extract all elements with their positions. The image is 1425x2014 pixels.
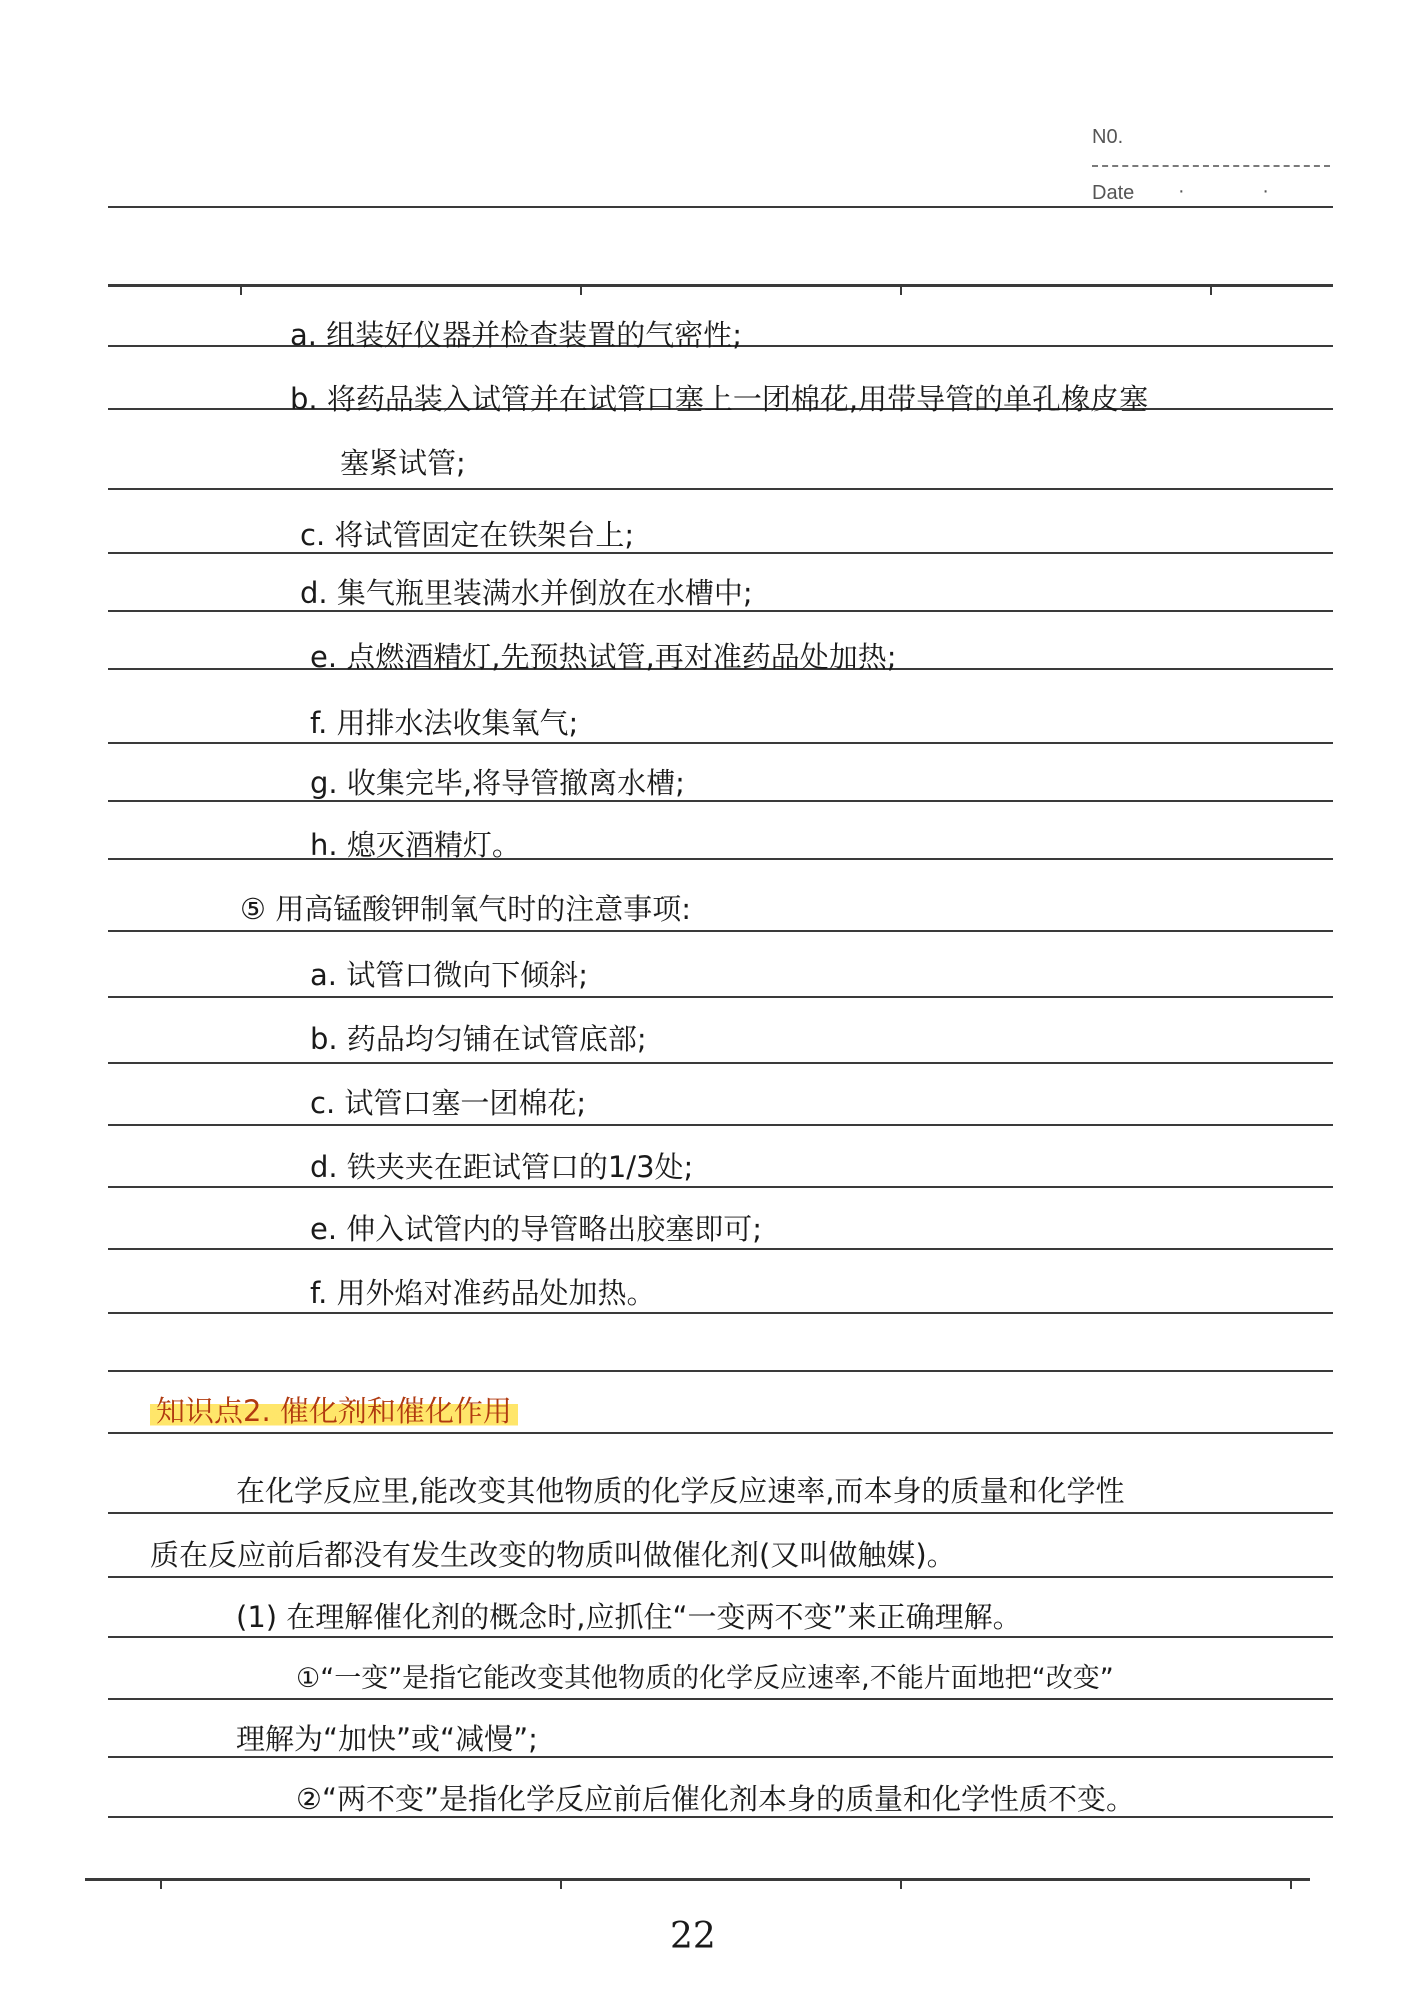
margin-tick [1290,1879,1292,1889]
ruled-line [108,1636,1333,1638]
point-1-line-2: 理解为“加快”或“减慢”; [236,1722,538,1756]
ruled-line [108,488,1333,490]
precaution-d: d. 铁夹夹在距试管口的1/3处; [310,1150,694,1184]
ruled-line-top-margin [108,284,1333,287]
margin-tick [1210,285,1212,295]
subpoint-1: (1) 在理解催化剂的概念时,应抓住“一变两不变”来正确理解。 [236,1600,1022,1634]
precaution-c: c. 试管口塞一团棉花; [310,1086,587,1120]
point-2: ②“两不变”是指化学反应前后催化剂本身的质量和化学性质不变。 [296,1782,1136,1816]
knowledge-point-heading [150,1394,518,1428]
precaution-e: e. 伸入试管内的导管略出胶塞即可; [310,1212,763,1246]
step-g: g. 收集完毕,将导管撤离水槽; [310,766,685,800]
number-dashed-line [1092,165,1330,167]
definition-line-2: 质在反应前后都没有发生改变的物质叫做催化剂(又叫做触媒)。 [150,1538,956,1572]
knowledge-point-heading-text: 知识点2. 催化剂和催化作用 [150,1394,518,1428]
margin-tick [240,285,242,295]
date-separators: · · [1178,180,1305,202]
step-b: b. 将药品装入试管并在试管口塞上一团棉花,用带导管的单孔橡皮塞 [290,382,1149,416]
ruled-line [108,552,1333,554]
ruled-line [108,800,1333,802]
ruled-line-bottom-margin [85,1878,1310,1881]
ruled-line [108,1124,1333,1126]
definition-line-1: 在化学反应里,能改变其他物质的化学反应速率,而本身的质量和化学性 [236,1474,1125,1508]
ruled-line [108,858,1333,860]
ruled-line [108,1248,1333,1250]
number-label: N0. [1092,126,1124,148]
step-f: f. 用排水法收集氧气; [310,706,579,740]
margin-tick [900,285,902,295]
step-d: d. 集气瓶里装满水并倒放在水槽中; [300,576,753,610]
step-e: e. 点燃酒精灯,先预热试管,再对准药品处加热; [310,640,897,674]
ruled-line [108,1816,1333,1818]
ruled-line [108,1756,1333,1758]
margin-tick [560,1879,562,1889]
precaution-a: a. 试管口微向下倾斜; [310,958,588,992]
margin-tick [580,285,582,295]
step-a: a. 组装好仪器并检查装置的气密性; [290,318,742,352]
point-1-line-1: ①“一变”是指它能改变其他物质的化学反应速率,不能片面地把“改变” [296,1663,1114,1694]
ruled-line [108,1698,1333,1700]
ruled-line [108,1312,1333,1314]
step-h: h. 熄灭酒精灯。 [310,828,521,862]
ruled-line [108,742,1333,744]
ruled-line [108,206,1333,208]
ruled-line [108,1370,1333,1372]
precautions-title: ⑤ 用高锰酸钾制氧气时的注意事项: [240,892,691,926]
page-number: 22 [670,1916,716,1957]
ruled-line [108,996,1333,998]
ruled-line [108,610,1333,612]
ruled-line [108,930,1333,932]
step-b-continued: 塞紧试管; [340,446,466,480]
ruled-line [108,1512,1333,1514]
margin-tick [900,1879,902,1889]
precaution-b: b. 药品均匀铺在试管底部; [310,1022,647,1056]
margin-tick [160,1879,162,1889]
ruled-line [108,1576,1333,1578]
ruled-line [108,1062,1333,1064]
ruled-line [108,1186,1333,1188]
step-c: c. 将试管固定在铁架台上; [300,518,635,552]
ruled-line [108,1432,1333,1434]
date-label: Date [1092,182,1135,204]
precaution-f: f. 用外焰对准药品处加热。 [310,1276,656,1310]
